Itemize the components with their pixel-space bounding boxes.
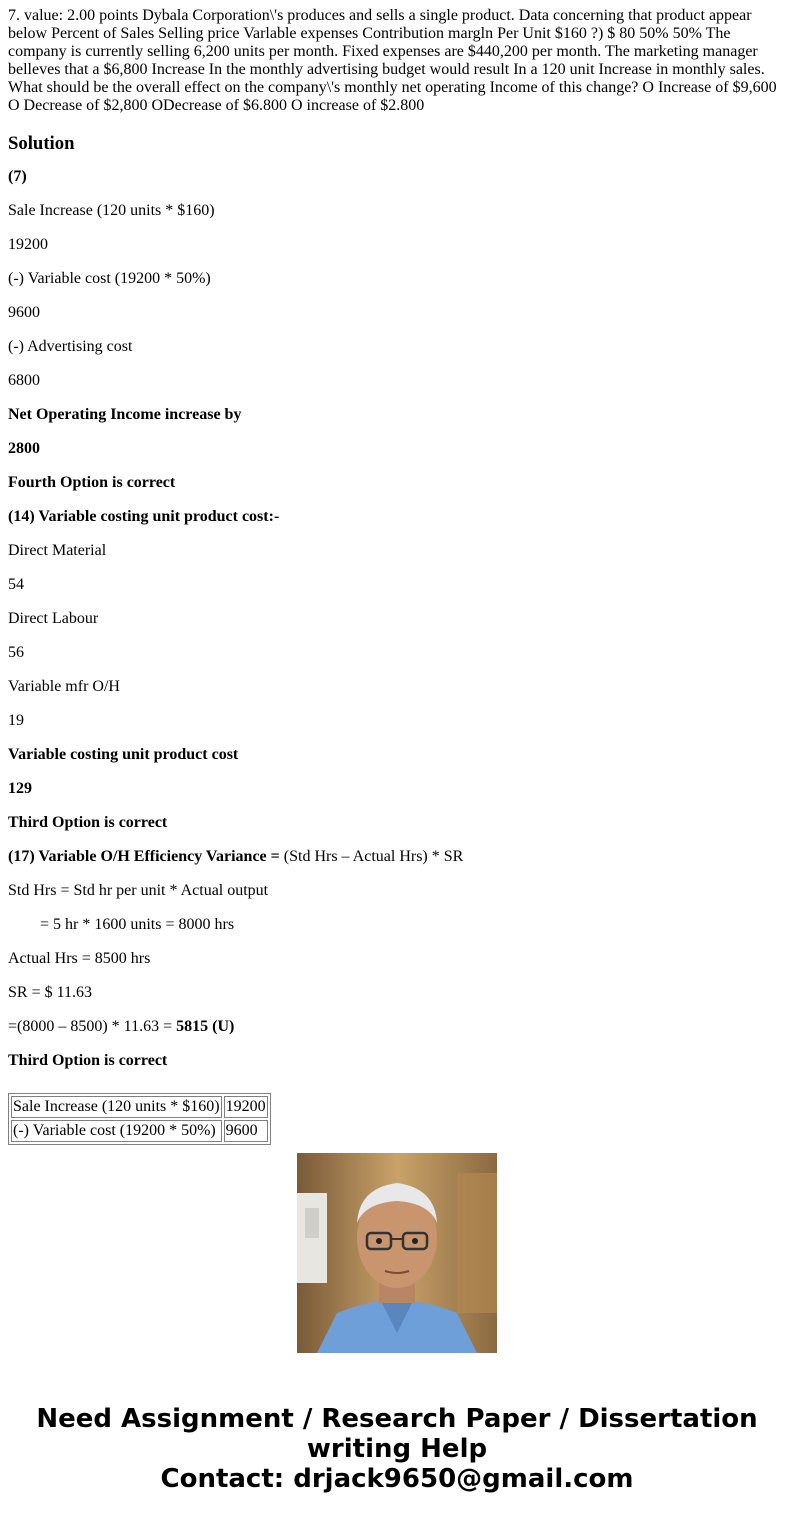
solution-line-bold: (17) Variable O/H Efficiency Variance = [8, 848, 284, 865]
promo-contact: Contact: drjack9650@gmail.com [160, 1464, 634, 1494]
solution-line-text: 19 [8, 712, 24, 729]
solution-line-text: Direct Labour [8, 610, 99, 627]
solution-line-text: =(8000 – 8500) * 11.63 = [8, 1018, 177, 1035]
solution-line [8, 338, 786, 372]
solution-line-text: (-) Variable cost (19200 * 50%) [8, 270, 211, 287]
solution-line [8, 1018, 786, 1052]
solution-line-text: Variable mfr O/H [8, 678, 120, 695]
table-cell: 9600 [224, 1120, 268, 1142]
promo-line-2: writing Help [306, 1434, 488, 1464]
table-cell: 19200 [224, 1096, 268, 1118]
solution-line [8, 780, 786, 814]
solution-line-text: Actual Hrs = 8500 hrs [8, 950, 151, 967]
promo-banner [0, 1404, 794, 1494]
solution-line [8, 542, 786, 576]
solution-line [8, 746, 786, 780]
question-text: 7. value: 2.00 points Dybala Corporation\'s produces and sells a single product. Data concerning that product appear below Percent of Sales Selling price Varlable expenses Contribution margln Per Unit $160 ?) $ 80 50% 50% The company is currently selling 6,200 units per month. Fixed expenses are $440,200 per month. The marketing manager belleves that a $6,800 Increase In the monthly advertising budget would result In a 120 unit Increase in monthly sales. What should be the overall effect on the company\'s monthly net operating Income of this change? O Increase of $9,600 O Decrease of $2,800 ODecrease of $6.800 O increase of $2.800 [8, 7, 777, 114]
solution-line [8, 916, 786, 950]
solution-line [8, 372, 786, 406]
solution-line [8, 508, 786, 542]
solution-line-text: (Std Hrs – Actual Hrs) * SR [283, 848, 464, 865]
solution-line-text: (-) Advertising cost [8, 338, 133, 355]
solution-line [8, 678, 786, 712]
solution-line-text: 9600 [8, 304, 40, 321]
solution-line-text: 56 [8, 644, 24, 661]
solution-line [8, 882, 786, 916]
author-photo [297, 1153, 497, 1353]
solution-line [8, 202, 786, 236]
solution-line [8, 644, 786, 678]
table-cell: Sale Increase (120 units * $160) [11, 1096, 222, 1118]
solution-line-text: SR = $ 11.63 [8, 984, 92, 1001]
author-photo-image [297, 1153, 497, 1353]
solution-line [8, 236, 786, 270]
solution-line-bold: 2800 [8, 440, 40, 457]
solution-line-text: Direct Material [8, 542, 107, 559]
solution-line-text: 19200 [8, 236, 48, 253]
solution-line-bold: (14) Variable costing unit product cost:- [8, 508, 280, 525]
solution-line-text: Std Hrs = Std hr per unit * Actual output [8, 882, 269, 899]
solution-lines [8, 168, 786, 1086]
solution-heading: Solution [8, 133, 75, 154]
solution-line-bold: Variable costing unit product cost [8, 746, 239, 763]
solution-line-text: Sale Increase (120 units * $160) [8, 202, 215, 219]
solution-line-text: 54 [8, 576, 24, 593]
solution-line [8, 848, 786, 882]
solution-line-bold: Third Option is correct [8, 814, 168, 831]
solution-line [8, 1052, 786, 1086]
solution-line-bold: Fourth Option is correct [8, 474, 176, 491]
solution-line-text: = 5 hr * 1600 units = 8000 hrs [40, 916, 235, 933]
solution-line [8, 814, 786, 848]
solution-line [8, 474, 786, 508]
table-row [11, 1120, 268, 1142]
solution-line [8, 304, 786, 338]
solution-line-bold: Third Option is correct [8, 1052, 168, 1069]
solution-line [8, 168, 786, 202]
solution-line [8, 270, 786, 304]
solution-line [8, 712, 786, 746]
table-cell: (-) Variable cost (19200 * 50%) [11, 1120, 222, 1142]
solution-line-bold: (7) [8, 168, 27, 185]
promo-line-1: Need Assignment / Research Paper / Dissertation [36, 1404, 758, 1434]
solution-line [8, 950, 786, 984]
solution-line [8, 610, 786, 644]
solution-line [8, 406, 786, 440]
solution-line [8, 576, 786, 610]
solution-line-text: 6800 [8, 372, 40, 389]
document-body [8, 7, 786, 1086]
table-row [11, 1096, 268, 1118]
solution-line-bold: Net Operating Income increase by [8, 406, 242, 423]
solution-line [8, 440, 786, 474]
solution-line [8, 984, 786, 1018]
solution-line-bold: 5815 (U) [176, 1018, 235, 1035]
solution-table-container [8, 1093, 271, 1139]
solution-table [8, 1093, 271, 1145]
solution-line-bold: 129 [8, 780, 32, 797]
